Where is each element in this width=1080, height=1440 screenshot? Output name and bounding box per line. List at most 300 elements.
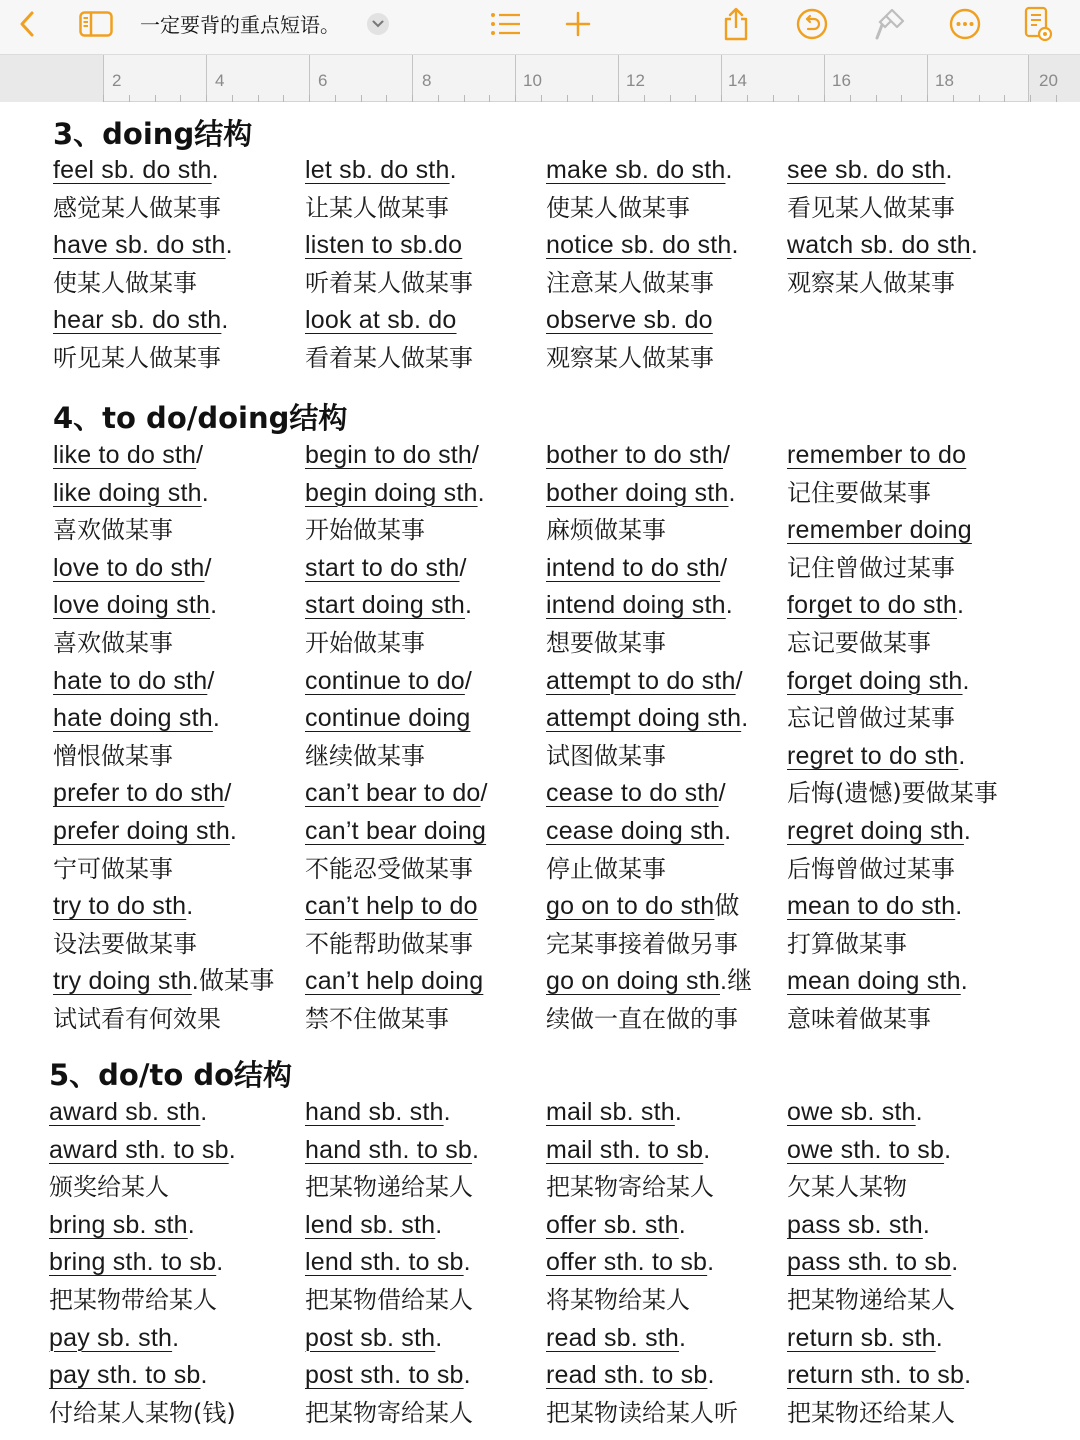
phrase-chinese <box>305 190 449 227</box>
phrase-suffix: / <box>196 441 204 469</box>
phrase-english <box>53 700 220 737</box>
share-icon[interactable] <box>718 0 754 48</box>
phrase-suffix: . <box>472 1135 480 1164</box>
phrase-chinese <box>787 1001 931 1038</box>
phrase-text: lend sb. sth <box>305 1210 436 1239</box>
phrase-chinese <box>53 926 197 963</box>
phrase-text: forget to do sth <box>787 591 957 620</box>
phrase-chinese <box>305 265 473 302</box>
ruler-number: 8 <box>422 71 432 90</box>
ruler-minor-tick <box>747 95 748 102</box>
translation-text: 忘记要做某事 <box>787 629 931 657</box>
phrase-suffix: . <box>211 156 219 184</box>
phrase-chinese <box>53 265 197 302</box>
phrase-text: owe sth. to sb <box>787 1135 945 1164</box>
phrase-english <box>546 700 748 737</box>
phrase-english <box>53 227 233 264</box>
ruler-minor-tick <box>464 95 465 102</box>
ruler-minor-tick <box>876 95 877 102</box>
phrase-text: continue doing <box>305 704 471 733</box>
phrase-suffix: . <box>172 1323 180 1352</box>
translation-text: 设法要做某事 <box>53 929 197 958</box>
translation-text: 付给某人某物(钱) <box>49 1398 236 1427</box>
phrase-text: love to do sth <box>53 553 205 582</box>
phrase-english <box>546 1094 682 1131</box>
phrase-text: mail sth. to sb <box>546 1135 704 1164</box>
phrase-text: observe sb. do <box>546 306 713 335</box>
ruler-number: 10 <box>523 71 542 90</box>
phrase-english <box>546 663 743 700</box>
ruler-number: 12 <box>626 71 645 90</box>
phrase-english <box>546 437 730 474</box>
phrase-suffix: . <box>435 1323 443 1352</box>
ruler[interactable] <box>0 54 1080 102</box>
phrase-text: pay sb. sth <box>49 1323 173 1352</box>
phrase-english <box>53 963 275 1000</box>
ruler-minor-tick <box>1004 95 1005 102</box>
phrase-chinese <box>546 625 666 662</box>
phrase-text: like to do sth <box>53 441 197 469</box>
phrase-text: bring sth. to sb <box>49 1248 217 1277</box>
phrase-english <box>787 152 953 189</box>
phrase-text: mean to do sth <box>787 892 956 921</box>
phrase-suffix: . <box>951 1248 959 1277</box>
phrase-text: listen to sb.do <box>305 231 463 260</box>
phrase-suffix: / <box>718 779 726 808</box>
phrase-text: return sb. sth <box>787 1323 936 1352</box>
phrase-english <box>305 587 472 624</box>
ruler-left-margin <box>0 55 103 102</box>
ruler-minor-tick <box>824 95 825 102</box>
phrase-english <box>787 437 966 474</box>
translation-text: 续做一直在做的事 <box>546 1005 738 1033</box>
ruler-minor-tick <box>670 95 671 102</box>
phrase-chinese <box>305 926 473 963</box>
phrase-text: begin to do sth <box>305 441 473 469</box>
phrase-english <box>787 663 970 700</box>
ruler-number: 6 <box>318 71 328 90</box>
phrase-suffix: . <box>679 1323 687 1352</box>
phrase-text: regret to do sth <box>787 741 959 770</box>
phrase-suffix: . <box>955 892 963 921</box>
phrase-english <box>546 1244 714 1281</box>
phrase-text: can’t help to do <box>305 892 478 921</box>
phrase-chinese <box>787 851 955 888</box>
phrase-english <box>305 775 488 812</box>
phrase-text: read sth. to sb <box>546 1361 708 1390</box>
phrase-suffix: . <box>922 1210 930 1239</box>
phrase-english <box>53 475 209 512</box>
phrase-suffix: . <box>725 591 733 620</box>
phrase-suffix: . <box>970 231 979 260</box>
phrase-suffix: / <box>464 666 473 695</box>
phrase-suffix: . <box>225 231 233 260</box>
phrase-text: hear sb. do sth <box>53 306 222 335</box>
phrase-chinese <box>546 851 666 888</box>
phrase-english <box>49 1207 195 1244</box>
phrase-text: regret doing sth <box>787 817 964 845</box>
phrase-suffix: . <box>201 478 209 507</box>
ruler-minor-tick <box>850 95 851 102</box>
phrase-suffix: / <box>722 441 731 469</box>
phrase-english <box>787 227 978 264</box>
phrase-english <box>787 512 972 549</box>
ruler-minor-tick <box>798 95 799 102</box>
phrase-english <box>49 1132 236 1169</box>
phrase-text: feel sb. do sth <box>53 156 212 184</box>
phrase-suffix: . <box>915 1098 923 1126</box>
ruler-minor-tick <box>129 95 130 102</box>
ruler-minor-tick <box>258 95 259 102</box>
translation-text: 后悔(遗憾)要做某事 <box>787 779 998 808</box>
phrase-english <box>305 152 457 189</box>
translation-text: 不能帮助做某事 <box>305 929 473 958</box>
phrase-text: mail sb. sth <box>546 1098 675 1126</box>
phrase-english <box>305 227 462 264</box>
translation-text: 把某物寄给某人 <box>305 1398 473 1427</box>
translation-text: 感觉某人做某事 <box>53 193 221 222</box>
phrase-english <box>305 700 470 737</box>
ruler-minor-tick <box>438 95 439 102</box>
phrase-english <box>53 437 203 474</box>
add-icon[interactable] <box>560 0 596 48</box>
phrase-suffix: . <box>463 1361 471 1390</box>
phrase-suffix: . <box>212 704 221 733</box>
section-heading: 5、do/to do结构 <box>49 1058 293 1092</box>
phrase-chinese <box>53 512 173 549</box>
phrase-text: remember to do <box>787 441 967 469</box>
phrase-english <box>305 813 486 850</box>
phrase-text: offer sb. sth <box>546 1210 679 1239</box>
ruler-minor-tick <box>901 95 902 102</box>
phrase-chinese <box>305 851 473 888</box>
phrase-text: award sth. to sb <box>49 1135 229 1164</box>
phrase-suffix: . <box>187 1210 195 1239</box>
phrase-text: pass sth. to sb <box>787 1248 952 1277</box>
phrase-chinese <box>53 190 221 227</box>
phrase-chinese <box>787 1169 907 1206</box>
phrase-text: let sb. do sth <box>305 156 450 184</box>
ruler-minor-tick <box>412 95 413 102</box>
phrase-chinese <box>305 1282 473 1319</box>
phrase-suffix: . <box>463 1248 471 1277</box>
phrase-english <box>49 1357 208 1394</box>
phrase-chinese <box>546 512 666 549</box>
ruler-minor-tick <box>541 95 542 102</box>
phrase-text: prefer doing sth <box>53 817 230 845</box>
phrase-english <box>53 587 217 624</box>
document-title[interactable]: 一定要背的重点短语。 <box>140 12 340 37</box>
translation-text: 宁可做某事 <box>53 854 173 883</box>
phrase-text: watch sb. do sth <box>787 231 971 260</box>
phrase-chinese <box>305 512 425 549</box>
ruler-minor-tick <box>155 95 156 102</box>
phrase-text: owe sb. sth <box>787 1098 916 1126</box>
phrase-suffix: . <box>228 1135 236 1164</box>
phrase-english <box>546 152 733 189</box>
phrase-chinese <box>305 1395 473 1432</box>
phrase-text: start doing sth <box>305 591 466 620</box>
phrase-english <box>305 1320 442 1357</box>
phrase-english <box>53 302 229 339</box>
phrase-english <box>546 1132 710 1169</box>
document-body[interactable] <box>0 102 1080 1440</box>
ruler-minor-tick <box>335 95 336 102</box>
phrase-text: bother doing sth <box>546 478 729 507</box>
phrase-suffix: . <box>465 591 473 620</box>
translation-text: 麻烦做某事 <box>546 516 666 545</box>
ruler-number: 18 <box>935 71 954 90</box>
title-chevron-icon[interactable] <box>367 13 389 35</box>
translation-text: 使某人做某事 <box>53 268 197 297</box>
phrase-english <box>546 475 736 512</box>
document-settings-icon[interactable] <box>1020 0 1056 48</box>
phrase-english <box>305 1357 471 1394</box>
phrase-chinese <box>546 1001 738 1038</box>
phrase-suffix: / <box>480 779 488 808</box>
phrase-english <box>787 587 964 624</box>
phrase-text: can’t bear doing <box>305 817 487 845</box>
phrase-english <box>546 963 752 1000</box>
phrase-suffix: . <box>443 1098 451 1126</box>
phrase-suffix: . <box>678 1210 686 1239</box>
phrase-text: cease to do sth <box>546 779 719 808</box>
ruler-minor-tick <box>592 95 593 102</box>
phrase-text: post sb. sth <box>305 1323 436 1352</box>
translation-text: 欠某人某物 <box>787 1173 907 1202</box>
ruler-minor-tick <box>515 95 516 102</box>
ruler-number: 14 <box>728 71 747 90</box>
phrase-chinese <box>546 1282 690 1319</box>
translation-text: 试图做某事 <box>546 741 666 770</box>
ruler-minor-tick <box>695 95 696 102</box>
phrase-english <box>546 775 726 812</box>
phrase-english <box>787 1132 951 1169</box>
phrase-text: can’t bear to do <box>305 779 481 808</box>
translation-text: 开始做某事 <box>305 629 425 657</box>
translation-text: 憎恨做某事 <box>53 741 173 770</box>
phrase-chinese <box>49 1282 217 1319</box>
translation-text: 意味着做某事 <box>787 1005 931 1033</box>
phrase-text: intend doing sth <box>546 591 726 620</box>
ruler-minor-tick <box>1030 95 1031 102</box>
phrase-text: go on to do sth <box>546 892 715 921</box>
ruler-minor-tick <box>180 95 181 102</box>
translation-text: 观察某人做某事 <box>546 344 714 372</box>
phrase-chinese <box>305 340 473 377</box>
phrase-text: bring sb. sth <box>49 1210 188 1239</box>
phrase-suffix: 做 <box>714 892 740 921</box>
ruler-minor-tick <box>618 95 619 102</box>
ruler-minor-tick <box>206 95 207 102</box>
phrase-english <box>305 888 478 925</box>
phrase-english <box>49 1094 207 1131</box>
phrase-english <box>546 1357 715 1394</box>
phrase-suffix: . <box>731 231 739 260</box>
translation-text: 把某物还给某人 <box>787 1398 955 1427</box>
phrase-text: prefer to do sth <box>53 779 225 808</box>
phrase-english <box>305 1244 471 1281</box>
translation-text: 后悔曾做过某事 <box>787 854 955 883</box>
phrase-suffix: . <box>707 1248 715 1277</box>
phrase-text: hate to do sth <box>53 666 208 695</box>
phrase-chinese <box>546 926 738 963</box>
phrase-english <box>546 550 727 587</box>
phrase-text: intend to do sth <box>546 553 721 582</box>
more-icon[interactable] <box>945 0 985 48</box>
format-brush-icon[interactable] <box>870 0 910 48</box>
ruler-minor-tick <box>644 95 645 102</box>
phrase-suffix: . <box>725 156 733 184</box>
ruler-minor-tick <box>567 95 568 102</box>
phrase-chinese <box>49 1169 169 1206</box>
phrase-chinese <box>787 1282 955 1319</box>
phrase-text: continue to do <box>305 666 465 695</box>
phrase-suffix: .继 <box>719 967 753 996</box>
phrase-suffix: . <box>935 1323 943 1352</box>
phrase-english <box>546 227 739 264</box>
phrase-suffix: . <box>221 306 229 335</box>
phrase-chinese <box>305 1001 449 1038</box>
phrase-english <box>787 1207 930 1244</box>
phrase-suffix: . <box>945 156 953 184</box>
phrase-english <box>787 1320 943 1357</box>
phrase-english <box>787 1094 923 1131</box>
phrase-suffix: . <box>210 591 218 620</box>
translation-text: 忘记曾做过某事 <box>787 704 955 733</box>
phrase-chinese <box>49 1395 236 1432</box>
phrase-text: love doing sth <box>53 591 211 620</box>
translation-text: 完某事接着做另事 <box>546 929 738 958</box>
phrase-suffix: / <box>204 553 212 582</box>
back-chevron-icon[interactable] <box>10 0 44 48</box>
top-toolbar <box>0 0 1080 54</box>
phrase-suffix: . <box>674 1098 682 1126</box>
translation-text: 把某物读给某人听 <box>546 1398 738 1427</box>
phrase-suffix: / <box>472 441 480 469</box>
translation-text: 试试看有何效果 <box>53 1005 221 1033</box>
phrase-text: look at sb. do <box>305 306 457 335</box>
phrase-suffix: . <box>963 817 972 845</box>
phrase-chinese <box>546 265 714 302</box>
phrase-suffix: . <box>449 156 457 184</box>
phrase-chinese <box>53 851 173 888</box>
phrase-suffix: . <box>703 1135 711 1164</box>
ruler-minor-tick <box>103 95 104 102</box>
translation-text: 把某物带给某人 <box>49 1286 217 1314</box>
phrase-english <box>305 1207 442 1244</box>
sidebar-icon[interactable] <box>76 0 116 48</box>
phrase-chinese <box>787 1395 955 1432</box>
phrase-english <box>305 302 457 339</box>
translation-text: 把某物递给某人 <box>787 1286 955 1314</box>
ruler-minor-tick <box>361 95 362 102</box>
phrase-suffix: . <box>229 817 238 845</box>
phrase-chinese <box>787 775 998 812</box>
phrase-english <box>305 663 472 700</box>
translation-text: 想要做某事 <box>546 629 666 657</box>
translation-text: 不能忍受做某事 <box>305 854 473 883</box>
phrase-chinese <box>305 738 425 775</box>
phrase-text: offer sth. to sb <box>546 1248 708 1277</box>
translation-text: 禁不住做某事 <box>305 1005 449 1033</box>
phrase-suffix: . <box>728 478 736 507</box>
ruler-minor-tick <box>386 95 387 102</box>
phrase-english <box>305 1094 451 1131</box>
translation-text: 开始做某事 <box>305 516 425 545</box>
ruler-minor-tick <box>232 95 233 102</box>
phrase-text: try doing sth <box>53 967 192 996</box>
phrase-text: begin doing sth <box>305 478 478 507</box>
phrase-chinese <box>546 738 666 775</box>
phrase-chinese <box>787 475 931 512</box>
phrase-suffix: . <box>944 1135 952 1164</box>
phrase-english <box>53 775 232 812</box>
translation-text: 看见某人做某事 <box>787 193 955 222</box>
phrase-text: read sb. sth <box>546 1323 680 1352</box>
ruler-minor-tick <box>953 95 954 102</box>
phrase-suffix: . <box>960 967 968 996</box>
phrase-suffix: . <box>741 704 749 733</box>
phrase-english <box>49 1244 223 1281</box>
translation-text: 记住要做某事 <box>787 478 931 507</box>
phrase-suffix: . <box>216 1248 224 1277</box>
ruler-minor-tick <box>1056 95 1057 102</box>
phrase-suffix: . <box>962 666 970 695</box>
phrase-english <box>305 963 483 1000</box>
ruler-minor-tick <box>773 95 774 102</box>
phrase-text: hand sb. sth <box>305 1098 444 1126</box>
translation-text: 注意某人做某事 <box>546 268 714 297</box>
phrase-english <box>305 475 485 512</box>
phrase-suffix: . <box>707 1361 715 1390</box>
phrase-chinese <box>546 1395 738 1432</box>
ruler-minor-tick <box>979 95 980 102</box>
translation-text: 把某物借给某人 <box>305 1286 473 1314</box>
phrase-suffix: . <box>200 1361 208 1390</box>
phrase-chinese <box>546 340 714 377</box>
list-icon[interactable] <box>486 0 526 48</box>
phrase-chinese <box>787 550 955 587</box>
phrase-english <box>53 663 214 700</box>
translation-text: 让某人做某事 <box>305 193 449 222</box>
phrase-text: see sb. do sth <box>787 156 946 184</box>
phrase-suffix: . <box>477 478 485 507</box>
phrase-text: remember doing <box>787 516 972 545</box>
ruler-minor-tick <box>721 95 722 102</box>
translation-text: 喜欢做某事 <box>53 629 173 657</box>
ruler-minor-tick <box>927 95 928 102</box>
phrase-english <box>787 1357 971 1394</box>
translation-text: 观察某人做某事 <box>787 268 955 297</box>
translation-text: 记住曾做过某事 <box>787 553 955 582</box>
phrase-english <box>787 1244 958 1281</box>
phrase-chinese <box>53 625 173 662</box>
phrase-text: post sth. to sb <box>305 1361 464 1390</box>
phrase-text: go on doing sth <box>546 967 720 996</box>
ruler-minor-tick <box>309 95 310 102</box>
phrase-suffix: / <box>207 666 215 695</box>
phrase-text: cease doing sth <box>546 817 725 845</box>
phrase-text: can’t help doing <box>305 967 484 996</box>
phrase-text: attempt to do sth <box>546 666 736 695</box>
phrase-text: make sb. do sth <box>546 156 726 184</box>
phrase-suffix: . <box>186 892 194 921</box>
undo-icon[interactable] <box>792 0 832 48</box>
phrase-english <box>787 813 971 850</box>
phrase-english <box>49 1320 179 1357</box>
translation-text: 将某物给某人 <box>546 1286 690 1314</box>
